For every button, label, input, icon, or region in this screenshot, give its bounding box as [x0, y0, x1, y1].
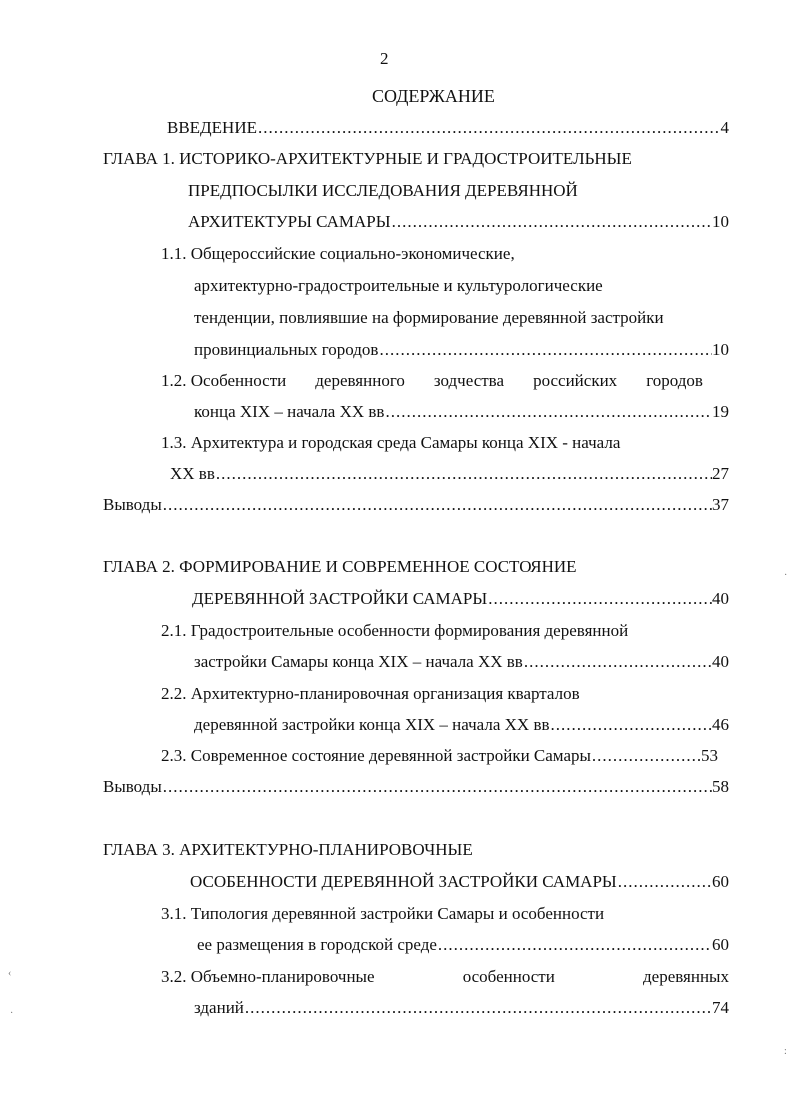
toc-page: 10: [712, 212, 729, 231]
toc-label: ОСОБЕННОСТИ ДЕРЕВЯННОЙ ЗАСТРОЙКИ САМАРЫ: [190, 872, 617, 891]
toc-leader: [487, 588, 712, 610]
toc-leader: [591, 745, 701, 767]
word: 3.2. Объемно-планировочные: [161, 967, 375, 986]
toc-entry-conclusions-2[interactable]: [103, 776, 729, 798]
scan-mark: ‹: [8, 968, 12, 979]
toc-page: 27: [712, 464, 729, 483]
toc-label: 2.3. Современное состояние деревянной застройки Самары: [161, 746, 591, 765]
word: деревянных: [643, 967, 729, 986]
toc-page: 53: [701, 746, 718, 765]
toc-label: провинциальных городов: [194, 340, 379, 359]
word: российских: [533, 371, 618, 390]
scan-mark: ·: [784, 570, 788, 581]
toc-page: 74: [712, 998, 729, 1017]
toc-page: 19: [712, 402, 729, 421]
toc-page: 60: [712, 872, 729, 891]
toc-leader: [384, 401, 712, 423]
section-text: 2.1. Градостроительные особенности формирования деревянной: [161, 621, 629, 640]
word: городов: [646, 371, 703, 390]
section-text: архитектурно-градостроительные и культурологические: [194, 276, 603, 295]
chapter-heading: ГЛАВА 3. АРХИТЕКТУРНО-ПЛАНИРОВОЧНЫЕ: [103, 840, 473, 859]
toc-entry-3-2[interactable]: [194, 997, 729, 1019]
toc-page: 40: [712, 589, 729, 608]
toc-leader: [617, 871, 712, 893]
section-text: 1.3. Архитектура и городская среда Самары конца XIX - начала: [161, 433, 621, 452]
scan-mark: ·: [10, 1008, 14, 1019]
toc-label: ДЕРЕВЯННОЙ ЗАСТРОЙКИ САМАРЫ: [192, 589, 488, 608]
toc-entry-2-3[interactable]: [161, 745, 718, 767]
section-text: 3.1. Типология деревянной застройки Самары и особенности: [161, 904, 605, 923]
toc-leader: [244, 997, 712, 1019]
word: деревянного: [315, 371, 405, 390]
toc-entry-2-2[interactable]: [194, 714, 729, 736]
toc-label: Выводы: [103, 495, 162, 514]
toc-leader: [391, 211, 712, 233]
chapter-heading: ГЛАВА 1. ИСТОРИКО-АРХИТЕКТУРНЫЕ И ГРАДОСТРОИТЕЛЬНЫЕ: [103, 149, 632, 168]
word: зодчества: [433, 371, 505, 390]
toc-page: 40: [712, 652, 729, 671]
toc-entry-2-1[interactable]: [194, 651, 729, 673]
toc-entry-1-2[interactable]: [194, 401, 729, 423]
toc-label: ВВЕДЕНИЕ: [167, 118, 257, 137]
toc-entry-1-3[interactable]: [170, 463, 729, 485]
toc-page: 37: [712, 495, 729, 514]
toc-label: XX вв: [170, 464, 215, 483]
section-text: 1.1. Общероссийские социально-экономические,: [161, 244, 515, 263]
toc-page: 60: [712, 935, 729, 954]
page-title: СОДЕРЖАНИЕ: [372, 86, 495, 106]
toc-entry-introduction[interactable]: [167, 117, 729, 139]
toc-entry-chapter-3[interactable]: [190, 871, 729, 893]
toc-entry-chapter-1[interactable]: [188, 211, 729, 233]
word: особенности: [462, 967, 555, 986]
toc-label: АРХИТЕКТУРЫ САМАРЫ: [188, 212, 391, 231]
toc-label: деревянной застройки конца XIX – начала XX вв: [194, 715, 550, 734]
toc-page: 58: [712, 777, 729, 796]
chapter-heading: ПРЕДПОСЫЛКИ ИССЛЕДОВАНИЯ ДЕРЕВЯННОЙ: [188, 181, 578, 200]
scan-mark: :: [784, 1046, 787, 1057]
toc-label: застройки Самары конца XIX – начала XX вв: [194, 652, 523, 671]
toc-leader: [162, 776, 712, 798]
toc-entry-3-1[interactable]: [197, 934, 729, 956]
toc-leader: [378, 339, 712, 361]
section-text: [161, 370, 703, 392]
toc-page: 46: [712, 715, 729, 734]
toc-entry-conclusions-1[interactable]: [103, 494, 729, 516]
toc-page: 4: [720, 118, 729, 137]
toc-label: Выводы: [103, 777, 162, 796]
toc-leader: [257, 117, 721, 139]
toc-label: зданий: [194, 998, 244, 1017]
toc-leader: [162, 494, 712, 516]
section-text: [161, 966, 729, 988]
toc-leader: [523, 651, 712, 673]
toc-entry-1-1[interactable]: [194, 339, 729, 361]
toc-leader: [437, 934, 712, 956]
chapter-heading: ГЛАВА 2. ФОРМИРОВАНИЕ И СОВРЕМЕННОЕ СОСТОЯНИЕ: [103, 557, 577, 576]
toc-entry-chapter-2[interactable]: [192, 588, 729, 610]
toc-leader: [550, 714, 713, 736]
toc-label: ее размещения в городской среде: [197, 935, 437, 954]
section-text: 2.2. Архитектурно-планировочная организация кварталов: [161, 684, 580, 703]
toc-leader: [215, 463, 712, 485]
word: 1.2. Особенности: [161, 371, 287, 390]
page-number: 2: [380, 49, 389, 68]
section-text: тенденции, повлиявшие на формирование деревянной застройки: [194, 308, 664, 327]
toc-label: конца XIX – начала XX вв: [194, 402, 385, 421]
toc-page: 10: [712, 340, 729, 359]
